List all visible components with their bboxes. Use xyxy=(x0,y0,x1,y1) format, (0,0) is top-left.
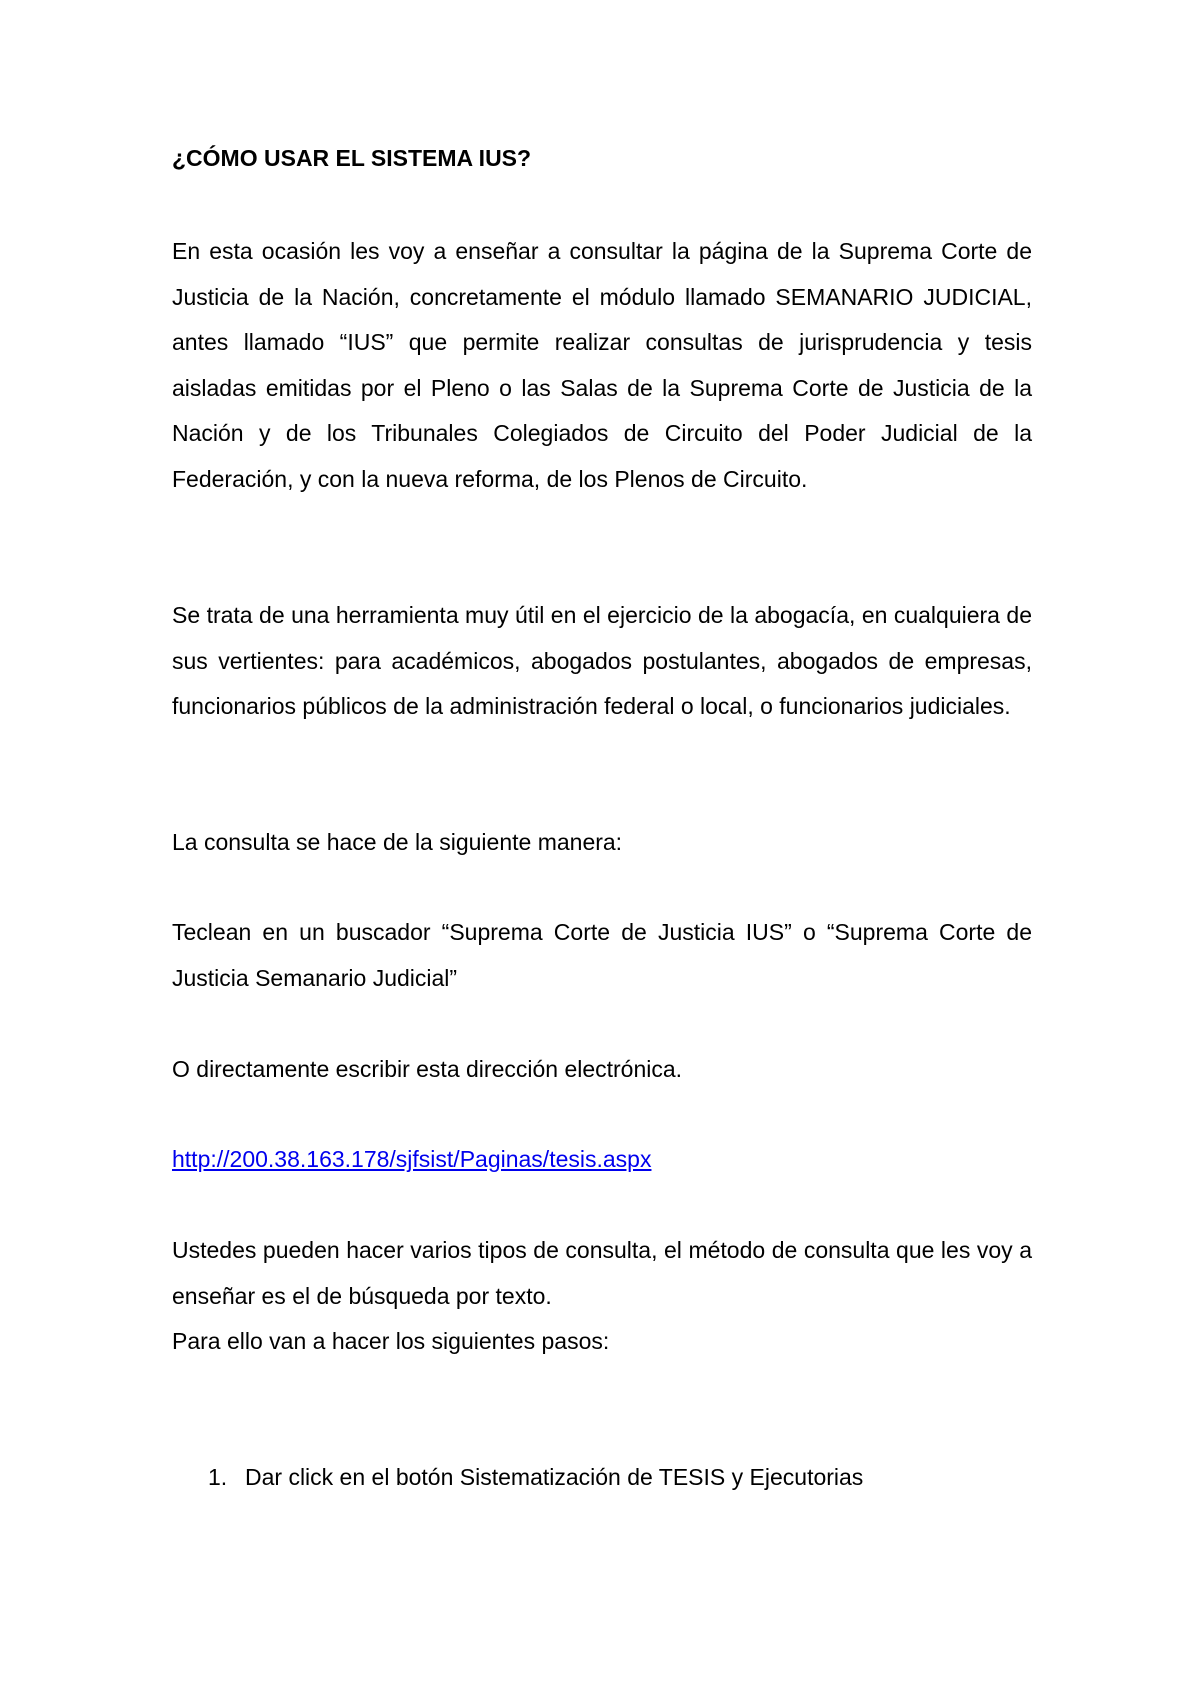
step-text: Dar click en el botón Sistematización de TESIS y Ejecutorias xyxy=(245,1464,864,1490)
link-paragraph xyxy=(172,1137,1032,1183)
intro-paragraph: En esta ocasión les voy a enseñar a consultar la página de la Suprema Corte de Justicia de la Nación, concretamente el módulo llamado SEMANARIO JUDICIAL, antes llamado “IUS” que permite realizar consultas de jurisprudencia y tesis aisladas emitidas por el Pleno o las Salas de la Suprema Corte de Justicia de la Nación y de los Tribunales Colegiados de Circuito del Poder Judicial de la Federación, y con la nueva reforma, de los Plenos de Circuito. xyxy=(172,238,1032,492)
list-item xyxy=(172,1455,1032,1501)
steps-intro-paragraph: Para ello van a hacer los siguientes pasos: xyxy=(172,1328,610,1354)
direct-address-paragraph: O directamente escribir esta dirección electrónica. xyxy=(172,1056,683,1082)
steps-list xyxy=(172,1455,1032,1501)
usefulness-paragraph: Se trata de una herramienta muy útil en el ejercicio de la abogacía, en cualquiera de sus vertientes: para académicos, abogados postulantes, abogados de empresas, funcionarios públicos de la administración federal o local, o funcionarios judiciales. xyxy=(172,602,1032,719)
query-types-paragraph: Ustedes pueden hacer varios tipos de consulta, el método de consulta que les voy a enseñar es el de búsqueda por texto. xyxy=(172,1237,1032,1309)
ius-link[interactable]: http://200.38.163.178/sjfsist/Paginas/tesis.aspx xyxy=(172,1146,652,1172)
search-instructions-paragraph: Teclean en un buscador “Suprema Corte de Justicia IUS” o “Suprema Corte de Justicia Semanario Judicial” xyxy=(172,919,1032,991)
consulta-intro-paragraph: La consulta se hace de la siguiente manera: xyxy=(172,829,623,855)
step-number: 1. xyxy=(208,1464,228,1490)
document-title: ¿CÓMO USAR EL SISTEMA IUS? xyxy=(172,145,532,171)
